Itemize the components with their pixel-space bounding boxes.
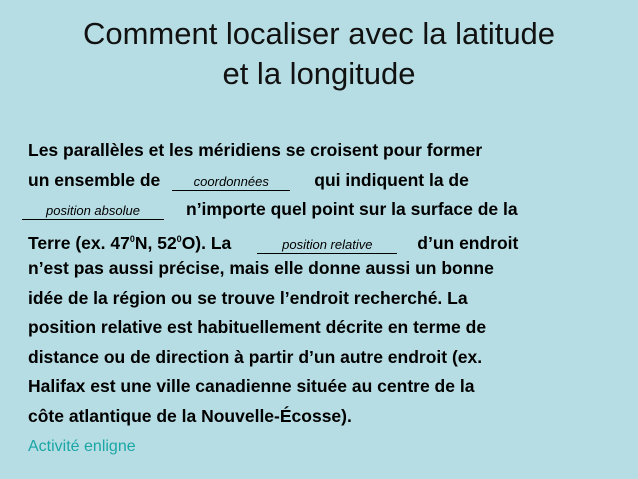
body-line: côte atlantique de la Nouvelle-Écosse). [28,405,352,426]
text-segment: un ensemble de [28,169,161,190]
body-line: position relative est habituellement décrite en terme de [28,317,487,337]
blank-position-absolue: position absolue [22,203,164,220]
text-segment: d’un endroit [417,232,519,253]
body-line [28,195,628,225]
degree-superscript: 0 [129,233,135,244]
activite-enligne-link[interactable]: Activité enligne [28,438,136,455]
title-line-1: Comment localiser avec la latitude [82,16,556,51]
body-line [28,166,628,196]
body-line: n’est pas aussi précise, mais elle donne aussi un bonne [28,258,494,278]
text-segment: O). La [181,232,232,253]
blank-coordonnees: coordonnées [172,174,290,191]
body-line: distance ou de direction à partir d’un autre endroit (ex. [28,346,483,367]
body-line: Les parallèles et les méridiens se croisent pour former [28,140,483,160]
body-line: idée de la région ou se trouve l’endroit recherché. La [28,287,468,308]
degree-superscript: 0 [176,233,182,244]
body-line [28,225,628,255]
text-segment: Terre (ex. 47 [28,232,130,253]
slide-body [28,136,628,461]
text-segment: qui indiquent la de [314,169,469,190]
body-line [28,431,628,461]
blank-position-relative: position relative [257,237,397,254]
slide-title [20,14,618,94]
title-line-2: et la longitude [222,56,416,91]
body-line: Halifax est une ville canadienne située au centre de la [28,376,475,396]
text-segment: n’importe quel point sur la surface de la [186,199,518,219]
text-segment: N, 52 [134,232,177,253]
